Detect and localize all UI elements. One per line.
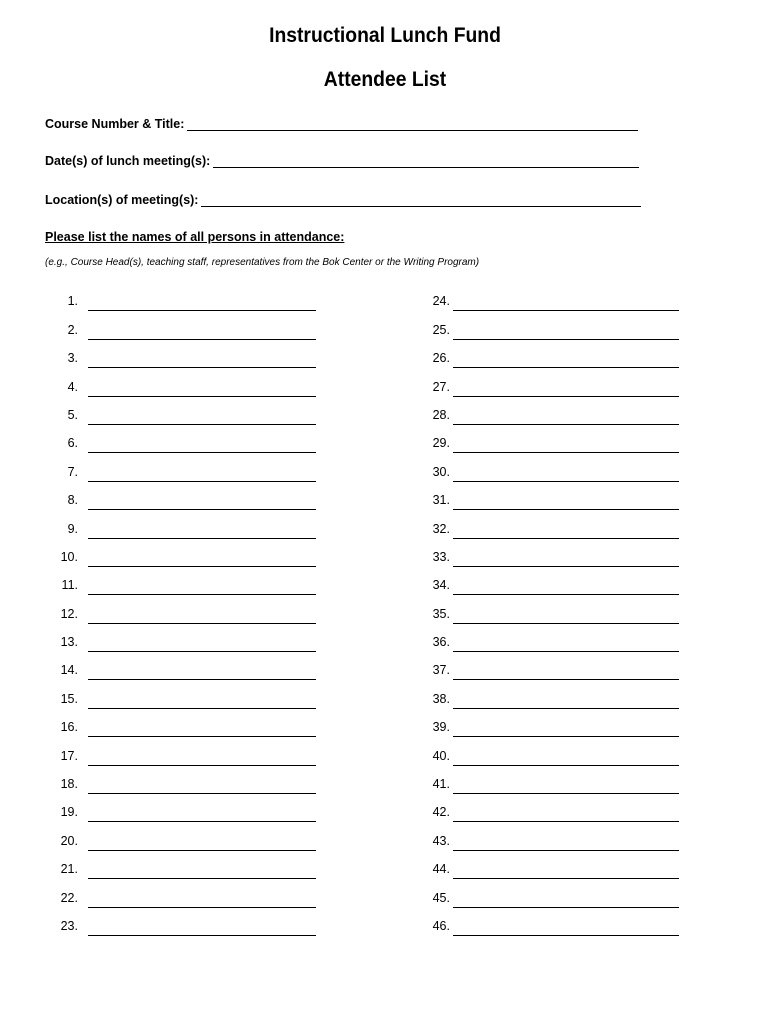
attendee-name-line[interactable] [453, 552, 679, 567]
attendee-number: 26. [432, 351, 450, 366]
attendee-number: 42. [432, 805, 450, 820]
attendee-number: 3. [67, 351, 78, 366]
attendee-number: 10. [60, 549, 78, 564]
attendee-row [40, 564, 320, 592]
attendee-row [40, 507, 320, 535]
attendee-name-line[interactable] [453, 893, 679, 908]
attendee-row [400, 280, 682, 308]
attendee-row [40, 791, 320, 819]
attendee-number: 24. [432, 294, 450, 309]
attendee-row [40, 905, 320, 933]
attendee-row [400, 621, 682, 649]
attendee-row [40, 848, 320, 876]
attendee-row [400, 507, 682, 535]
attendee-name-line[interactable] [88, 751, 316, 766]
attendee-row [400, 791, 682, 819]
attendee-name-line[interactable] [453, 325, 679, 340]
attendee-number: 28. [432, 407, 450, 422]
attendee-number: 19. [60, 805, 78, 820]
attendee-number: 5. [67, 407, 78, 422]
attendee-number: 30. [432, 464, 450, 479]
attendee-row [400, 365, 682, 393]
attendee-name-line[interactable] [88, 893, 316, 908]
attendee-name-line[interactable] [453, 524, 679, 539]
attendee-row [40, 536, 320, 564]
attendee-number: 45. [432, 890, 450, 905]
attendee-row [40, 308, 320, 336]
attendee-name-line[interactable] [88, 325, 316, 340]
attendee-number: 16. [60, 720, 78, 735]
attendee-number: 29. [432, 436, 450, 451]
attendee-name-line[interactable] [88, 382, 316, 397]
attendee-number: 33. [432, 549, 450, 564]
attendee-name-line[interactable] [88, 438, 316, 453]
attendee-number: 20. [60, 833, 78, 848]
dates-field [45, 150, 639, 168]
attendee-row [40, 450, 320, 478]
attendee-number: 8. [67, 493, 78, 508]
attendee-row [400, 819, 682, 847]
attendee-row [40, 365, 320, 393]
location-label: Location(s) of meeting(s): [45, 193, 199, 207]
attendee-name-line[interactable] [453, 807, 679, 822]
attendee-name-line[interactable] [88, 779, 316, 794]
attendee-row [400, 592, 682, 620]
attendee-row [400, 649, 682, 677]
attendee-row [40, 592, 320, 620]
instructions: Please list the names of all persons in attendance: [45, 230, 345, 244]
attendee-row [40, 876, 320, 904]
attendee-column-left [40, 280, 320, 933]
attendee-number: 21. [60, 862, 78, 877]
attendee-row [400, 536, 682, 564]
attendee-number: 38. [432, 691, 450, 706]
attendee-row [40, 649, 320, 677]
attendee-name-line[interactable] [88, 495, 316, 510]
attendee-number: 41. [432, 777, 450, 792]
attendee-row [40, 706, 320, 734]
attendee-name-line[interactable] [453, 410, 679, 425]
attendee-name-line[interactable] [88, 836, 316, 851]
course-label: Course Number & Title: [45, 117, 185, 131]
attendee-name-line[interactable] [453, 637, 679, 652]
attendee-number: 34. [432, 578, 450, 593]
attendee-name-line[interactable] [88, 524, 316, 539]
attendee-row [400, 734, 682, 762]
attendee-name-line[interactable] [453, 921, 679, 936]
attendee-row [400, 308, 682, 336]
attendee-name-line[interactable] [453, 467, 679, 482]
attendee-name-line[interactable] [453, 353, 679, 368]
attendee-row [400, 479, 682, 507]
attendee-name-line[interactable] [88, 467, 316, 482]
attendee-name-line[interactable] [88, 637, 316, 652]
attendee-row [400, 564, 682, 592]
page-subtitle: Attendee List [323, 68, 447, 91]
attendee-number: 12. [60, 606, 78, 621]
attendee-row [400, 337, 682, 365]
attendee-number: 40. [432, 748, 450, 763]
attendee-name-line[interactable] [88, 921, 316, 936]
attendee-number: 13. [60, 635, 78, 650]
attendee-number: 11. [61, 578, 78, 593]
attendee-number: 36. [432, 635, 450, 650]
attendee-row [400, 763, 682, 791]
attendee-row [40, 422, 320, 450]
attendee-name-line[interactable] [453, 694, 679, 709]
attendee-row [40, 763, 320, 791]
attendee-row [400, 706, 682, 734]
dates-label: Date(s) of lunch meeting(s): [45, 154, 211, 168]
attendee-name-line[interactable] [88, 552, 316, 567]
location-field [45, 189, 641, 207]
attendee-row [40, 337, 320, 365]
attendee-name-line[interactable] [453, 864, 679, 879]
attendee-name-line[interactable] [453, 751, 679, 766]
attendee-name-line[interactable] [88, 807, 316, 822]
location-input-line[interactable] [201, 192, 641, 207]
attendee-number: 7. [67, 464, 78, 479]
attendee-row [400, 848, 682, 876]
attendee-number: 27. [432, 379, 450, 394]
attendee-name-line[interactable] [88, 722, 316, 737]
attendee-row [40, 819, 320, 847]
attendee-number: 43. [432, 833, 450, 848]
dates-input-line[interactable] [213, 153, 639, 168]
attendee-row [400, 905, 682, 933]
attendee-name-line[interactable] [453, 495, 679, 510]
attendee-name-line[interactable] [453, 438, 679, 453]
page-title: Instructional Lunch Fund [269, 24, 501, 47]
attendee-name-line[interactable] [88, 296, 316, 311]
attendee-number: 2. [67, 322, 78, 337]
attendee-name-line[interactable] [88, 410, 316, 425]
attendee-name-line[interactable] [453, 580, 679, 595]
attendee-name-line[interactable] [88, 353, 316, 368]
attendee-number: 22. [60, 890, 78, 905]
attendee-number: 6. [67, 436, 78, 451]
attendee-number: 25. [432, 322, 450, 337]
attendee-number: 44. [432, 862, 450, 877]
attendee-number: 14. [60, 663, 78, 678]
course-input-line[interactable] [187, 116, 638, 131]
attendee-name-line[interactable] [88, 609, 316, 624]
attendee-row [400, 876, 682, 904]
course-field [45, 113, 638, 131]
attendee-row [40, 479, 320, 507]
attendee-row [40, 394, 320, 422]
attendee-number: 9. [67, 521, 78, 536]
attendee-number: 32. [432, 521, 450, 536]
attendee-row [400, 422, 682, 450]
attendee-name-line[interactable] [88, 665, 316, 680]
attendee-name-line[interactable] [453, 382, 679, 397]
attendee-number: 15. [60, 691, 78, 706]
attendee-row [40, 677, 320, 705]
instructions-hint: (e.g., Course Head(s), teaching staff, representatives from the Bok Center or the Writing Program) [45, 257, 480, 268]
attendee-name-line[interactable] [453, 296, 679, 311]
attendee-row [40, 280, 320, 308]
attendee-row [400, 394, 682, 422]
attendee-number: 39. [432, 720, 450, 735]
attendee-name-line[interactable] [453, 779, 679, 794]
attendee-name-line[interactable] [88, 694, 316, 709]
attendee-number: 35. [432, 606, 450, 621]
attendee-name-line[interactable] [453, 836, 679, 851]
attendee-column-right [400, 280, 682, 933]
attendee-number: 4. [67, 379, 78, 394]
attendee-row [400, 677, 682, 705]
attendee-name-line[interactable] [453, 609, 679, 624]
attendee-row [400, 450, 682, 478]
attendee-name-line[interactable] [88, 864, 316, 879]
attendee-number: 17. [60, 748, 78, 763]
attendee-name-line[interactable] [88, 580, 316, 595]
attendee-name-line[interactable] [453, 722, 679, 737]
attendee-number: 1. [67, 294, 78, 309]
attendee-number: 37. [432, 663, 450, 678]
attendee-number: 46. [432, 918, 450, 933]
attendee-number: 23. [60, 918, 78, 933]
attendee-name-line[interactable] [453, 665, 679, 680]
attendee-number: 31. [432, 493, 450, 508]
attendee-row [40, 734, 320, 762]
attendee-number: 18. [60, 777, 78, 792]
attendee-row [40, 621, 320, 649]
